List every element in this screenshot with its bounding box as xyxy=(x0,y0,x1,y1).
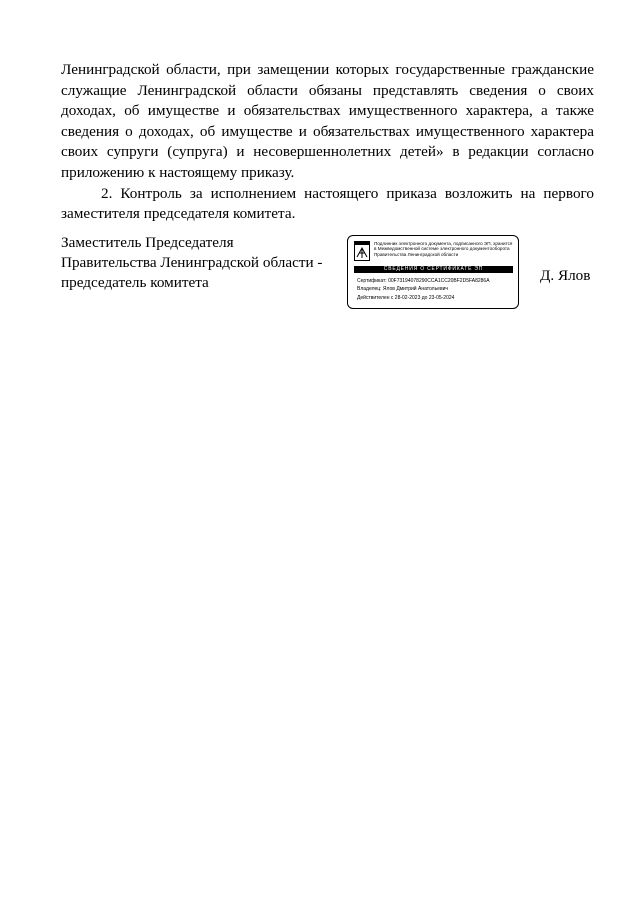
stamp-header: СВЕДЕНИЯ О СЕРТИФИКАТЕ ЭП xyxy=(354,266,513,273)
position-line-1: Заместитель Председателя xyxy=(61,234,234,251)
paragraph-1: Ленинградской области, при замещении которых государственные гражданские служащие Ленинградской области обязаны представлять сведения о своих доходах, об имуществе и обязательствах имущественного характера, а также сведения о доходах, об имуществе и обязательствах имущественного характера своих супруги (супруга) и несовершеннолетних детей» в редакции согласно приложению к настоящему приказу. xyxy=(61,61,594,181)
paragraph-2: 2. Контроль за исполнением настоящего приказа возложить на первого заместителя председателя комитета. xyxy=(61,184,594,223)
certificate-details xyxy=(357,277,490,302)
signatory-position xyxy=(61,233,322,293)
certificate-number: Сертификат: 00F73194078290CCA1CC20BF2D5FA8286A xyxy=(357,278,490,284)
e-signature-stamp xyxy=(347,235,519,309)
certificate-validity: Действителен с 28-02-2023 до 23-05-2024 xyxy=(357,294,455,301)
signer-name: Д. Ялов xyxy=(540,267,591,284)
stamp-notice: Подлинник электронного документа, подписанного ЭП, хранится в Межведомственной системе электронного документооборота Правительства Ленинградской области xyxy=(374,241,513,257)
position-line-3: председатель комитета xyxy=(61,274,209,291)
coat-of-arms-icon xyxy=(354,241,370,261)
document-body xyxy=(61,60,594,225)
certificate-owner: Владелец: Ялов Дмитрий Анатольевич xyxy=(357,286,449,293)
position-line-2: Правительства Ленинградской области - xyxy=(61,254,323,271)
